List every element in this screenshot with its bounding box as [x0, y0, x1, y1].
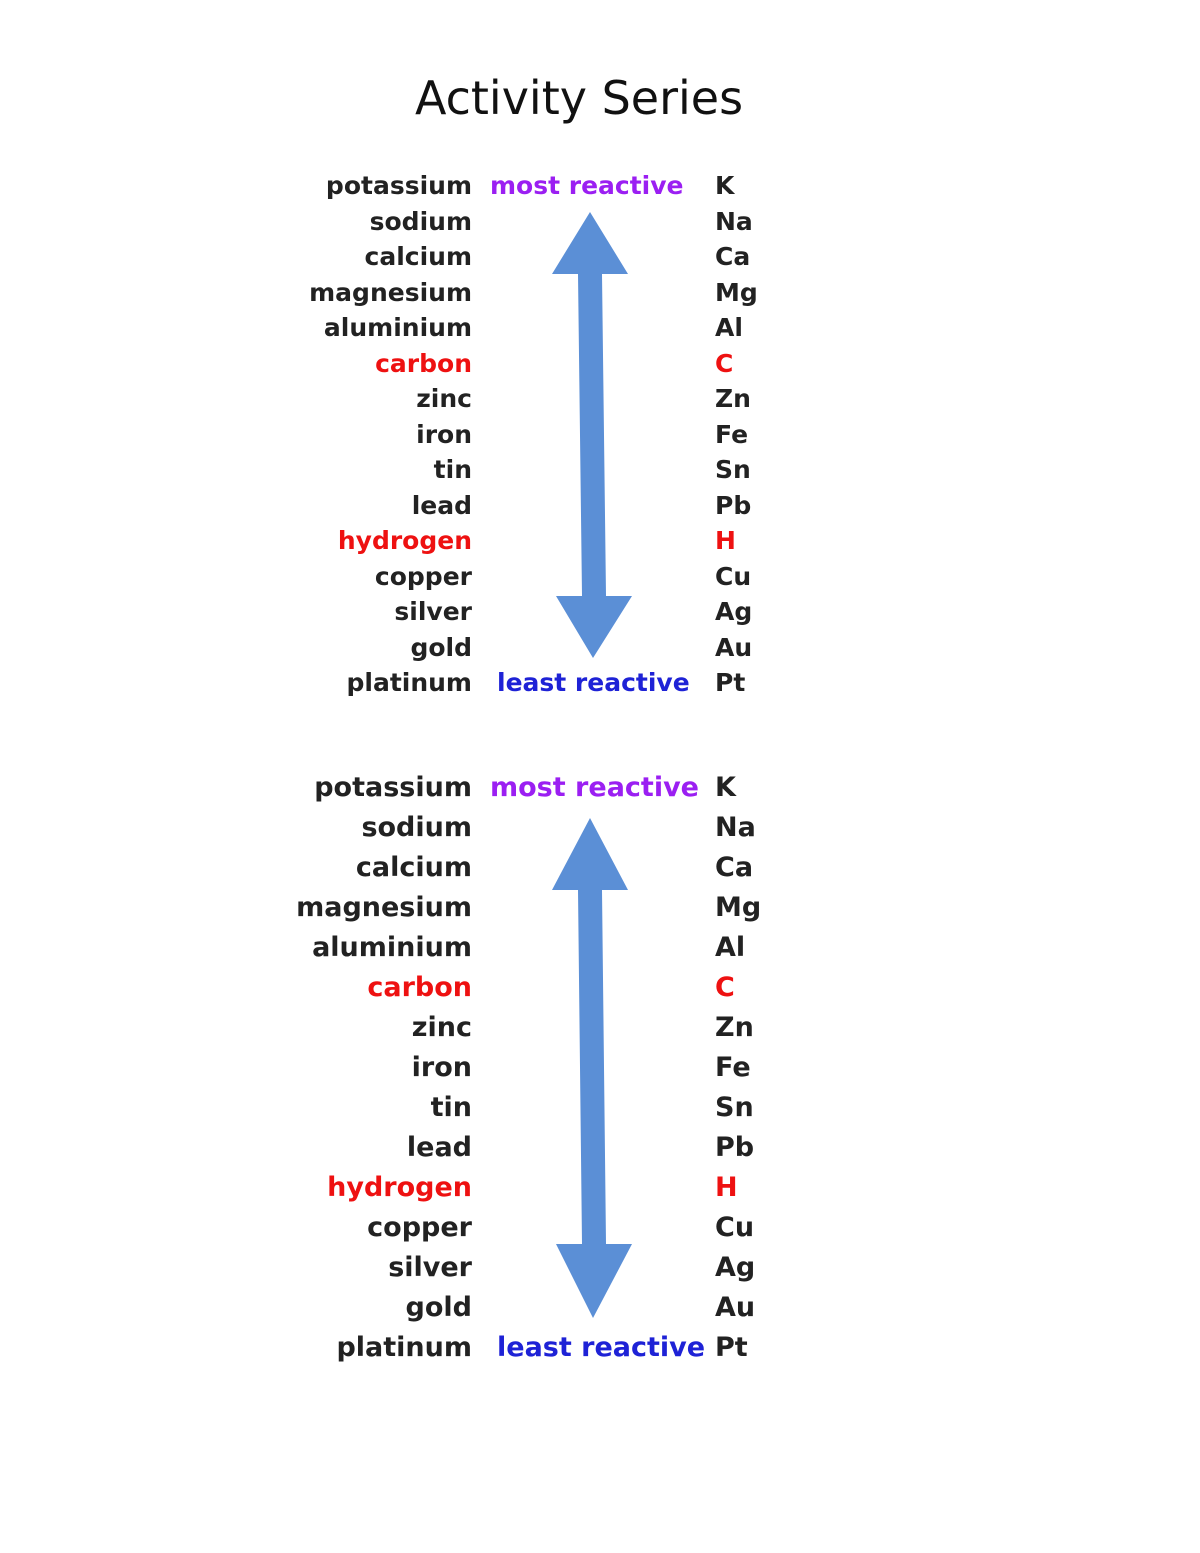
element-name: platinum	[336, 1332, 472, 1363]
least-reactive-label: least reactive	[497, 668, 690, 697]
element-name-highlight: hydrogen	[337, 526, 472, 555]
element-name: lead	[406, 1132, 472, 1163]
element-symbol: Zn	[715, 384, 751, 413]
reactivity-double-arrow-icon	[548, 212, 638, 658]
element-symbol: Ca	[715, 852, 754, 883]
element-name: lead	[411, 490, 472, 520]
element-symbol: Ca	[715, 242, 751, 271]
element-symbol: Pt	[715, 1332, 748, 1363]
element-name: aluminium	[323, 313, 472, 342]
element-symbol: Mg	[715, 277, 758, 307]
element-symbol: Pb	[715, 1132, 755, 1163]
element-name: magnesium	[309, 277, 472, 307]
element-symbol: Fe	[715, 419, 749, 449]
element-symbol: Au	[715, 632, 753, 662]
element-name: magnesium	[296, 892, 472, 923]
element-name: tin	[430, 1092, 472, 1123]
activity-series-1	[0, 168, 1200, 700]
element-symbol: Na	[715, 206, 753, 236]
reactivity-double-arrow-icon	[548, 818, 638, 1318]
element-name: iron	[416, 419, 472, 449]
element-symbol: Pb	[715, 490, 752, 520]
element-name: potassium	[325, 171, 472, 200]
element-name: copper	[367, 1212, 472, 1243]
least-reactive-label: least reactive	[497, 1332, 706, 1363]
element-name: silver	[388, 1252, 472, 1283]
element-symbol: Au	[715, 1292, 756, 1323]
element-name: aluminium	[312, 932, 472, 963]
activity-series-2	[0, 768, 1200, 1368]
element-symbol: Cu	[715, 561, 752, 591]
element-name: tin	[433, 455, 472, 484]
element-symbol: Al	[715, 932, 746, 963]
element-name: iron	[411, 1052, 472, 1083]
element-name: copper	[374, 561, 472, 591]
element-name-highlight: carbon	[375, 348, 472, 378]
element-symbol: Al	[715, 313, 743, 342]
element-name: silver	[394, 597, 472, 626]
element-symbol: Fe	[715, 1052, 751, 1083]
element-names-column	[309, 168, 472, 700]
element-symbol: Pt	[715, 668, 746, 697]
most-reactive-label: most reactive	[490, 171, 684, 200]
element-name-highlight: carbon	[367, 972, 472, 1003]
element-symbol: Mg	[715, 892, 762, 923]
element-name: calcium	[355, 852, 472, 883]
element-symbol: Sn	[715, 1092, 754, 1123]
element-symbols-column	[715, 168, 758, 700]
element-names-column	[296, 768, 472, 1368]
element-symbol: Cu	[715, 1212, 755, 1243]
element-name: calcium	[364, 242, 472, 271]
element-symbol: Ag	[715, 1252, 756, 1283]
element-name: gold	[405, 1292, 472, 1323]
element-symbol: Ag	[715, 597, 753, 626]
most-reactive-label: most reactive	[490, 772, 699, 803]
element-name-highlight: hydrogen	[327, 1172, 472, 1203]
element-symbol: Sn	[715, 455, 751, 484]
element-symbol: K	[715, 171, 735, 200]
element-symbol: Zn	[715, 1012, 754, 1043]
page-title: Activity Series	[414, 71, 744, 125]
element-symbol-highlight: C	[715, 348, 734, 378]
element-symbol-highlight: H	[715, 1172, 738, 1203]
element-symbols-column	[715, 768, 761, 1368]
element-name: gold	[410, 632, 472, 662]
element-symbol: K	[715, 772, 736, 803]
element-symbol: Na	[715, 812, 756, 843]
element-symbol-highlight: C	[715, 972, 735, 1003]
element-name: zinc	[416, 384, 472, 413]
element-name: potassium	[314, 772, 472, 803]
element-name: zinc	[411, 1012, 472, 1043]
element-name: sodium	[361, 812, 472, 843]
element-name: sodium	[369, 206, 472, 236]
element-name: platinum	[346, 668, 472, 697]
element-symbol-highlight: H	[715, 526, 736, 555]
